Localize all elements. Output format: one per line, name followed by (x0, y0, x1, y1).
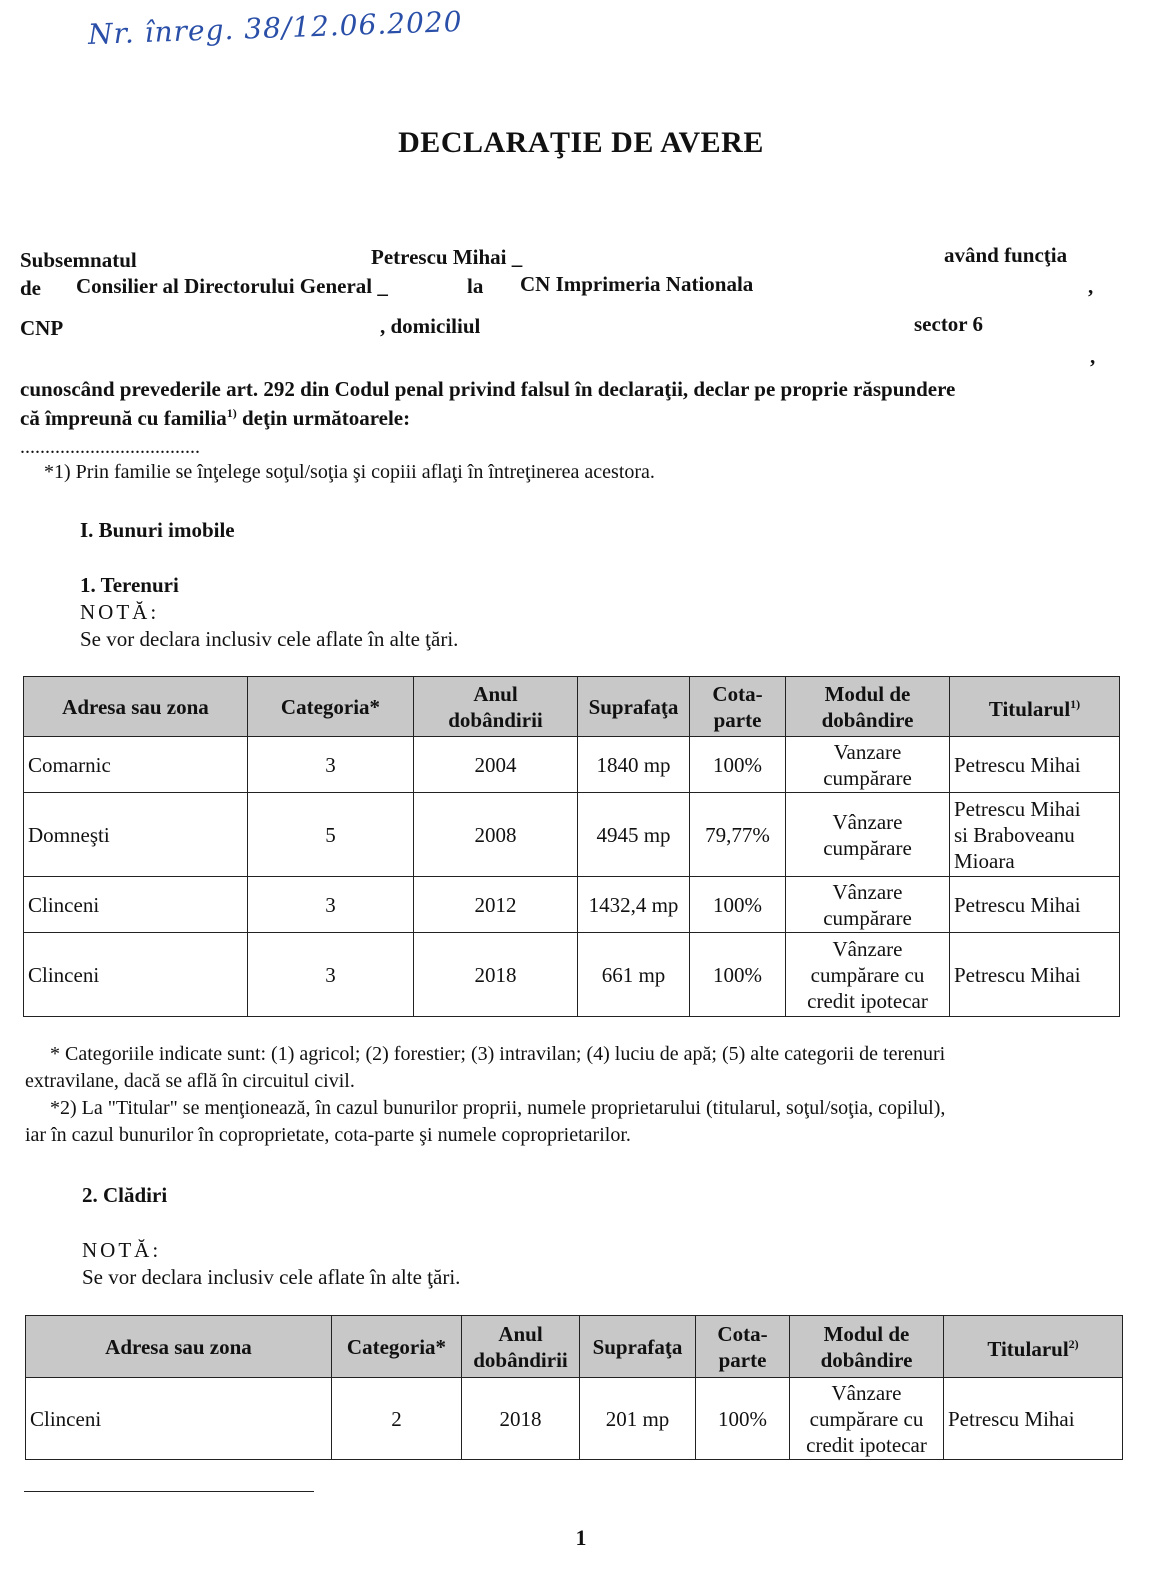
header-owner: Titularul$^{2)}$ (944, 1316, 1123, 1378)
footnote-titular-line-2: iar în cazul bunurilor în coproprietate, cota-parte şi numele coproprietarilor. (25, 1124, 631, 1146)
cell-share: 79,77% (690, 793, 786, 877)
declarant-institution: CN Imprimeria Nationala (520, 272, 754, 296)
cell-share: 100% (696, 1378, 790, 1460)
cell-area: 1840 mp (578, 737, 690, 793)
header-category: Categoria* (248, 677, 414, 737)
footnote-family: *1) Prin familie se înţelege soţul/soţia şi copiii aflaţi în întreţinerea acestora. (44, 461, 655, 483)
nota-label: NOTĂ: (80, 600, 160, 624)
cell-address: Clinceni (24, 933, 248, 1017)
nota-label: NOTĂ: (82, 1238, 162, 1262)
label-la: la (467, 274, 484, 298)
table-row (24, 737, 1120, 793)
cell-owner: Petrescu Mihai (944, 1378, 1123, 1460)
header-area: Suprafaţa (578, 677, 690, 737)
subsection-title-cladiri: 2. Clădiri (82, 1183, 168, 1207)
declarant-sector: sector 6 (914, 312, 983, 336)
cell-share: 100% (690, 933, 786, 1017)
cell-address: Clinceni (24, 877, 248, 933)
cell-share: 100% (690, 877, 786, 933)
comma-mark: , (1088, 274, 1094, 298)
subsection-title-terenuri: 1. Terenuri (80, 573, 179, 597)
cell-category: 3 (248, 737, 414, 793)
cell-area: 661 mp (578, 933, 690, 1017)
cell-year: 2008 (414, 793, 578, 877)
header-year: Anul dobândirii (414, 677, 578, 737)
page-number: 1 (575, 1525, 587, 1550)
header-mode: Modul de dobândire (790, 1316, 944, 1378)
cell-category: 3 (248, 933, 414, 1017)
label-avand-functia: având funcţia (944, 243, 1068, 267)
comma-mark: , (1090, 344, 1096, 368)
table-row (24, 933, 1120, 1017)
footnote-categories-line-2: extravilane, dacă se află în circuitul civil. (25, 1070, 355, 1092)
cell-address: Domneşti (24, 793, 248, 877)
cell-year: 2012 (414, 877, 578, 933)
section-title-bunuri-imobile: I. Bunuri imobile (80, 518, 235, 542)
buildings-table (25, 1315, 1123, 1460)
header-share: Cota- parte (690, 677, 786, 737)
header-mode: Modul de dobândire (786, 677, 950, 737)
label-domiciliul: , domiciliul (380, 314, 481, 338)
label-cnp: CNP (20, 316, 64, 340)
cell-owner: Petrescu Mihai (950, 737, 1120, 793)
header-year: Anul dobândirii (462, 1316, 580, 1378)
footnote-separator-line (24, 1491, 314, 1492)
declarant-function: Consilier al Directorului General _ (76, 274, 388, 298)
label-subsemnatul: Subsemnatul (20, 248, 137, 272)
cell-share: 100% (690, 737, 786, 793)
handwritten-registration-note: Nr. înreg. 38/12.06.2020 (87, 4, 464, 51)
cell-category: 5 (248, 793, 414, 877)
cell-year: 2018 (462, 1378, 580, 1460)
cell-owner: Petrescu Mihai (950, 933, 1120, 1017)
cell-category: 3 (248, 877, 414, 933)
header-category: Categoria* (332, 1316, 462, 1378)
footnote-titular-line-1: *2) La "Titular" se menţionează, în cazul bunurilor proprii, numele proprietarului (titularul, soţul/soţia, copilul), (50, 1097, 946, 1119)
cell-mode: Vânzare cumpărare (786, 877, 950, 933)
statement-line-2: că împreună cu familia$^{1)}$ deţin următoarele: (20, 406, 411, 430)
cell-category: 2 (332, 1378, 462, 1460)
cell-address: Clinceni (26, 1378, 332, 1460)
dotted-separator: .................................... (20, 436, 200, 458)
header-share: Cota- parte (696, 1316, 790, 1378)
cell-mode: Vânzare cumpărare (786, 793, 950, 877)
document-title: DECLARAŢIE DE AVERE (398, 126, 764, 159)
footnote-categories-line-1: * Categoriile indicate sunt: (1) agricol; (2) forestier; (3) intravilan; (4) luciu de apă; (5) alte categorii de terenuri (50, 1043, 946, 1065)
cell-year: 2004 (414, 737, 578, 793)
nota-text: Se vor declara inclusiv cele aflate în alte ţări. (80, 627, 459, 651)
statement-line-1: cunoscând prevederile art. 292 din Codul penal privind falsul în declaraţii, declar pe proprie răspundere (20, 377, 956, 401)
cell-area: 201 mp (580, 1378, 696, 1460)
cell-mode: Vânzare cumpărare cu credit ipotecar (790, 1378, 944, 1460)
nota-text: Se vor declara inclusiv cele aflate în alte ţări. (82, 1265, 461, 1289)
header-address: Adresa sau zona (26, 1316, 332, 1378)
cell-area: 4945 mp (578, 793, 690, 877)
cell-owner: Petrescu Mihai si Braboveanu Mioara (950, 793, 1120, 877)
label-de: de (20, 276, 41, 300)
header-owner: Titularul$^{1)}$ (950, 677, 1120, 737)
header-area: Suprafaţa (580, 1316, 696, 1378)
table-row (24, 877, 1120, 933)
cell-owner: Petrescu Mihai (950, 877, 1120, 933)
table-header-row (26, 1316, 1123, 1378)
cell-mode: Vanzare cumpărare (786, 737, 950, 793)
land-table (23, 676, 1120, 1017)
cell-address: Comarnic (24, 737, 248, 793)
table-row (24, 793, 1120, 877)
header-address: Adresa sau zona (24, 677, 248, 737)
cell-mode: Vânzare cumpărare cu credit ipotecar (786, 933, 950, 1017)
table-header-row (24, 677, 1120, 737)
declarant-name: Petrescu Mihai _ (371, 245, 523, 269)
table-row (26, 1378, 1123, 1460)
cell-area: 1432,4 mp (578, 877, 690, 933)
cell-year: 2018 (414, 933, 578, 1017)
